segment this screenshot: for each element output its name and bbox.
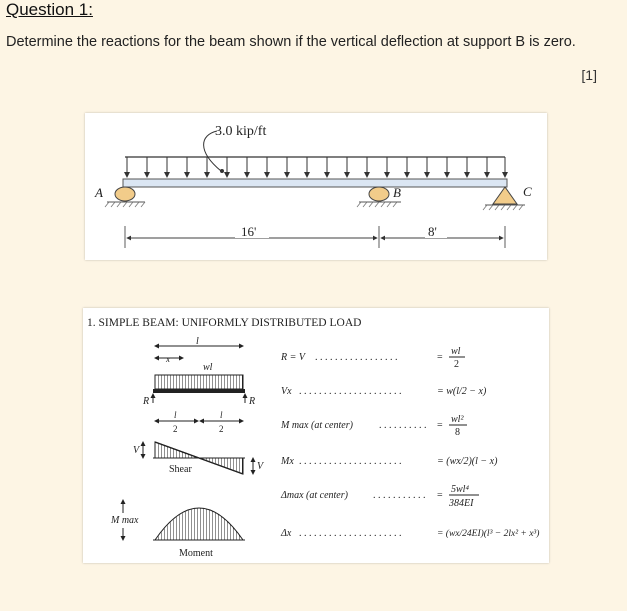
support-b-label: B <box>393 185 401 200</box>
svg-text:. . . . . . . . . . .: . . . . . . . . . . . <box>373 490 426 501</box>
moment-curve <box>155 508 243 540</box>
span-ab-label: 16' <box>241 224 257 239</box>
svg-text:=: = <box>437 490 443 501</box>
formula-mmax-name: M max (at center) <box>281 420 353 431</box>
load-arrows <box>127 157 505 177</box>
support-c-pin <box>493 187 517 204</box>
reaction-left-label: R <box>143 396 150 407</box>
l-half-right-den: 2 <box>219 424 224 434</box>
x-label: x <box>166 354 170 364</box>
formula-mx-value: = (wx/2)(l − x) <box>437 456 498 467</box>
l-half-left-num: l <box>174 410 177 420</box>
formula-r-name: R = V <box>281 352 305 363</box>
question-text: Determine the reactions for the beam shown if the vertical deflection at support B is zero. <box>6 34 576 50</box>
l-label: l <box>196 336 199 347</box>
wl-label: wl <box>203 362 213 373</box>
formula-dx-value: = (wx/24EI)(l³ − 2lx² + x³) <box>437 529 540 539</box>
support-b-roller <box>369 187 389 201</box>
load-leader-dot <box>220 169 224 173</box>
table-title: 1. SIMPLE BEAM: UNIFORMLY DISTRIBUTED LOAD <box>87 317 362 329</box>
beam-figure <box>85 113 547 260</box>
formula-r-num: wl <box>451 346 461 357</box>
shear-v-left: V <box>133 445 140 456</box>
dimension-lines <box>125 226 505 248</box>
table-load-block <box>155 375 243 389</box>
support-c-hatch <box>483 205 523 210</box>
beam <box>123 179 507 187</box>
table-beam <box>153 389 245 393</box>
formula-mx-name: Mx <box>281 456 294 467</box>
l-half-left-den: 2 <box>173 424 178 434</box>
shear-v-right: V <box>257 461 264 472</box>
question-title: Question 1: <box>6 0 93 19</box>
formula-dmax-den: 384EI <box>449 498 474 509</box>
formula-vx-name: Vx <box>281 386 292 397</box>
reaction-right-label: R <box>249 396 256 407</box>
svg-text:. . . . . . . . . . . . . . .: . . . . . . . . . . . . . . . . . . . . . <box>299 528 402 539</box>
support-a-hatch <box>105 202 145 207</box>
beam-table-figure <box>83 308 549 563</box>
shear-label: Shear <box>169 464 192 475</box>
support-b-hatch <box>357 202 397 207</box>
formula-vx-value: = w(l/2 − x) <box>437 386 487 397</box>
l-half-right-num: l <box>220 410 223 420</box>
span-bc-label: 8' <box>428 224 437 239</box>
formula-list <box>280 346 539 539</box>
support-a-roller <box>115 187 135 201</box>
formula-mmax-den: 8 <box>455 427 460 438</box>
formula-dmax-name: Δmax (at center) <box>281 490 348 501</box>
formula-mmax-num: wl² <box>451 414 464 425</box>
svg-text:. . . . . . . . . . . . . . .: . . . . . . . . . . . . . . . . . . . . . <box>299 386 402 397</box>
svg-text:. . . . . . . . . . . . . . .: . . . . . . . . . . . . . . . . . . . . . <box>299 456 402 467</box>
load-label: 3.0 kip/ft <box>215 124 267 139</box>
svg-text:. . . . . . . . . .: . . . . . . . . . . <box>379 420 427 431</box>
moment-label: Moment <box>179 548 213 559</box>
support-c-label: C <box>523 184 532 199</box>
formula-dx-name: Δx <box>281 528 292 539</box>
formula-dots: . . . . . . . . . . . . . . . . . <box>315 352 398 363</box>
svg-text:=: = <box>437 420 443 431</box>
svg-text:=: = <box>437 352 443 363</box>
support-a-label: A <box>95 185 103 200</box>
formula-dmax-num: 5wl⁴ <box>451 484 469 495</box>
formula-r-den: 2 <box>454 359 459 370</box>
question-marks: [1] <box>581 67 597 83</box>
m-max-label: M max <box>111 515 139 526</box>
